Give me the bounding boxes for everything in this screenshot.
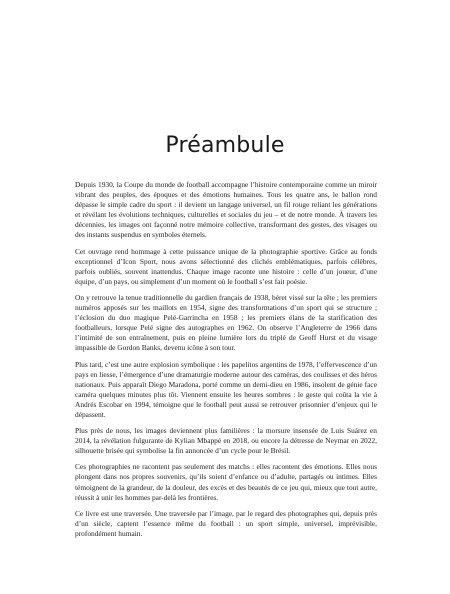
preamble-body xyxy=(75,180,377,545)
paragraph-5: Plus près de nous, les images deviennent plus familières : la morsure insensée de Luis Suárez en 2014, la révélation fulgurante de Kylian Mbappé en 2018, ou encore la détresse de Neymar en 2022, silhouette brisée qui symbolise la fin annoncée d’un cycle pour le Brésil. xyxy=(75,426,377,456)
paragraph-4: Plus tard, c’est une autre explosion symbolique : les papelitos argentins de 1978, l’effervescence d’un pays en liesse, l’émergence d’une dramaturgie moderne autour des caméras, des coulisses et des héros nationaux. Puis apparaît Diego Maradona, porté comme un demi-dieu en 1986, insolent de génie face caméra quelques minutes plus tôt. Viennent ensuite les heures sombres : le geste qui coûta la vie à Andrés Escobar en 1994, témoigne que le football peut aussi se retrouver prisonnier d’enjeux qui le dépassent. xyxy=(75,359,377,419)
paragraph-1: Depuis 1930, la Coupe du monde de football accompagne l’histoire contemporaine comme un miroir vibrant des peuples, des époques et des émotions humaines. Tous les quatre ans, le ballon rond dépasse le simple cadre du sport : il devient un langage universel, un fil rouge reliant les générations et révélant les évolutions techniques, culturelles et sociales du jeu – et de notre monde. À travers les décennies, les images ont façonné notre mémoire collective, transformant des gestes, des visages ou des instants suspendus en symboles éternels. xyxy=(75,180,377,240)
paragraph-7: Ce livre est une traversée. Une traversée par l’image, par le regard des photographes qui, depuis près d’un siècle, captent l’essence même du football : un sport simple, universel, imprévisible, profondément humain. xyxy=(75,508,377,538)
paragraph-2: Cet ouvrage rend hommage à cette puissance unique de la photographie sportive. Grâce au fonds exceptionnel d’Icon Sport, nous avons sélectionné des clichés emblématiques, parfois célèbres, parfois oubliés, souvent inattendus. Chaque image raconte une histoire : celle d’un joueur, d’une équipe, d’un pays, ou simplement d’un moment où le football s’est fait poésie. xyxy=(75,246,377,286)
paragraph-3: On y retrouve la tenue traditionnelle du gardien français de 1938, béret vissé sur la tête ; les premiers numéros apposés sur les maillots en 1954, signe des transformations d’un sport qui se structure ; l’éclosion du duo magique Pelé-Garrincha en 1958 ; les premiers élans de la starification des footballeurs, lorsque Pelé signe des autographes en 1962. On observe l’Angleterre de 1966 dans l’intimité de son entraînement, puis en pleine lumière lors du triplé de Geoff Hurst et du visage impassible de Gordon Banks, devenu icône à son tour. xyxy=(75,292,377,353)
paragraph-6: Ces photographies ne racontent pas seulement des matchs : elles racontent des émotions. Elles nous plongent dans nos propres souvenirs, qu’ils soient d’enfance ou d’adulte, partagés ou intimes. Elles témoignent de la grandeur, de la douleur, des excès et des beautés de ce jeu qui, mieux que tout autre, réussit à unir les hommes par-delà les frontières. xyxy=(75,462,377,502)
page-title: Préambule xyxy=(165,132,285,158)
